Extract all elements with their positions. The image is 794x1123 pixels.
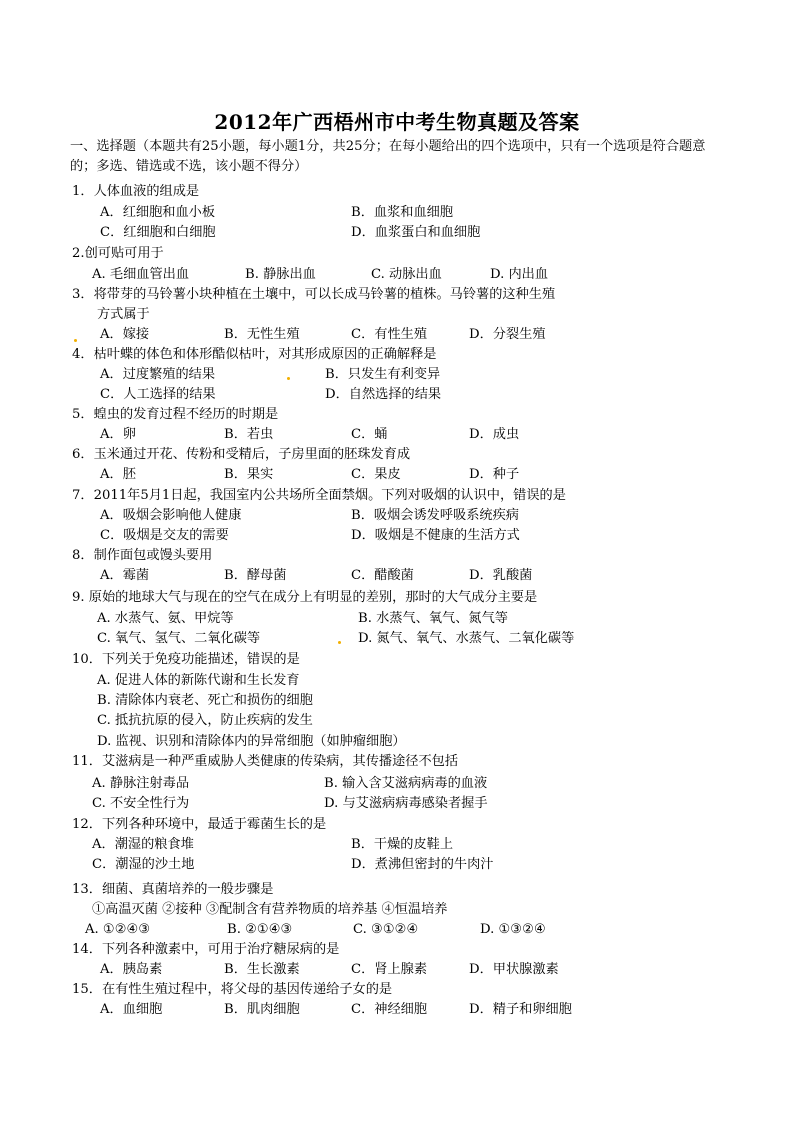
q3-option-d: D．分裂生殖 <box>469 327 546 342</box>
q6-option-b: B．果实 <box>224 467 274 482</box>
question-15-stem: 15．在有性生殖过程中，将父母的基因传递给子女的是 <box>72 982 393 997</box>
q14-option-b: B．生长激素 <box>224 962 300 977</box>
q3-option-b: B．无性生殖 <box>224 327 300 342</box>
q5-option-a: A．卵 <box>100 427 136 442</box>
question-14-stem: 14．下列各种激素中，可用于治疗糖尿病的是 <box>72 942 340 957</box>
q14-option-a: A．胰岛素 <box>100 962 163 977</box>
q13-option-a: A. ①②④③ <box>85 922 151 937</box>
q2-option-a: A. 毛细血管出血 <box>92 267 190 282</box>
q4-option-d: D．自然选择的结果 <box>325 387 442 402</box>
q5-option-c: C．蛹 <box>351 427 388 442</box>
stray-dot <box>338 641 341 644</box>
question-13-steps: ①高温灭菌 ②接种 ③配制含有营养物质的培养基 ④恒温培养 <box>92 902 448 917</box>
q4-option-b: B．只发生有利变异 <box>325 367 441 382</box>
q7-option-c: C．吸烟是交友的需要 <box>100 528 229 543</box>
stray-dot <box>74 339 77 342</box>
q11-option-c: C. 不安全性行为 <box>92 796 190 811</box>
q6-option-a: A．胚 <box>100 467 136 482</box>
q8-option-d: D．乳酸菌 <box>469 568 533 583</box>
section-instructions: 一、选择题（本题共有25小题，每小题1分，共25分；在每小题给出的四个选项中，只有一个选项是符合题意的；多选、错选或不选，该小题不得分） <box>70 139 706 174</box>
q11-option-a: A. 静脉注射毒品 <box>92 776 190 791</box>
q4-option-a: A．过度繁殖的结果 <box>100 367 216 382</box>
question-7-stem: 7．2011年5月1日起，我国室内公共场所全面禁烟。下列对吸烟的认识中，错误的是 <box>72 488 566 503</box>
q3-option-c: C．有性生殖 <box>351 327 428 342</box>
q4-option-c: C．人工选择的结果 <box>100 387 216 402</box>
q6-option-c: C．果皮 <box>351 467 401 482</box>
question-13-stem: 13．细菌、真菌培养的一般步骤是 <box>72 882 274 897</box>
q9-option-a: A. 水蒸气、氨、甲烷等 <box>97 611 234 626</box>
q13-option-d: D. ①③②④ <box>480 922 546 937</box>
question-8-stem: 8．制作面包或馒头要用 <box>72 548 213 563</box>
q2-option-c: C. 动脉出血 <box>371 267 442 282</box>
question-10-stem: 10．下列关于免疫功能描述，错误的是 <box>72 652 300 667</box>
q15-option-b: B．肌肉细胞 <box>224 1002 300 1017</box>
q1-option-d: D．血浆蛋白和血细胞 <box>351 225 481 240</box>
q8-option-c: C．醋酸菌 <box>351 568 414 583</box>
question-12-stem: 12．下列各种环境中，最适于霉菌生长的是 <box>72 817 327 832</box>
q10-option-c: C. 抵抗抗原的侵入，防止疾病的发生 <box>97 713 313 728</box>
q10-option-d: D. 监视、识别和清除体内的异常细胞（如肿瘤细胞） <box>97 734 406 749</box>
q9-option-c: C. 氧气、氢气、二氧化碳等 <box>97 631 261 646</box>
q1-option-a: A．红细胞和血小板 <box>100 205 216 220</box>
q11-option-d: D. 与艾滋病病毒感染者握手 <box>324 796 488 811</box>
q12-option-d: D．煮沸但密封的牛肉汁 <box>351 857 494 872</box>
q6-option-d: D．种子 <box>469 467 520 482</box>
q8-option-b: B．酵母菌 <box>224 568 287 583</box>
q12-option-c: C．潮湿的沙土地 <box>92 857 195 872</box>
q9-option-b: B. 水蒸气、氧气、氮气等 <box>358 611 508 626</box>
question-3-stem-cont: 方式属于 <box>97 307 150 322</box>
q14-option-d: D．甲状腺激素 <box>469 962 559 977</box>
question-2-stem: 2.创可贴可用于 <box>72 246 164 261</box>
q7-option-d: D．吸烟是不健康的生活方式 <box>351 528 520 543</box>
question-9-stem: 9. 原始的地球大气与现在的空气在成分上有明显的差别，那时的大气成分主要是 <box>72 590 538 605</box>
question-1-stem: 1．人体血液的组成是 <box>72 184 200 199</box>
q15-option-d: D．精子和卵细胞 <box>469 1002 572 1017</box>
question-5-stem: 5．蝗虫的发育过程不经历的时期是 <box>72 407 279 422</box>
q15-option-c: C．神经细胞 <box>351 1002 428 1017</box>
q7-option-a: A．吸烟会影响他人健康 <box>100 508 242 523</box>
question-11-stem: 11．艾滋病是一种严重威胁人类健康的传染病，其传播途径不包括 <box>72 754 459 769</box>
q10-option-a: A. 促进人体的新陈代谢和生长发育 <box>97 673 300 688</box>
q12-option-a: A．潮湿的粮食堆 <box>92 837 194 852</box>
stray-dot <box>287 377 290 380</box>
q3-option-a: A．嫁接 <box>100 327 150 342</box>
q8-option-a: A．霉菌 <box>100 568 150 583</box>
q13-option-c: C. ③①②④ <box>353 922 419 937</box>
q1-option-c: C．红细胞和白细胞 <box>100 225 216 240</box>
q2-option-b: B. 静脉出血 <box>245 267 316 282</box>
q10-option-b: B. 清除体内衰老、死亡和损伤的细胞 <box>97 693 313 708</box>
page-title: 2012年广西梧州市中考生物真题及答案 <box>214 110 580 134</box>
q14-option-c: C．肾上腺素 <box>351 962 428 977</box>
q15-option-a: A．血细胞 <box>100 1002 163 1017</box>
q1-option-b: B．血浆和血细胞 <box>351 205 454 220</box>
q9-option-d: D. 氮气、氧气、水蒸气、二氧化碳等 <box>358 631 575 646</box>
q12-option-b: B．干燥的皮鞋上 <box>351 837 454 852</box>
q11-option-b: B. 输入含艾滋病病毒的血液 <box>324 776 488 791</box>
q5-option-b: B．若虫 <box>224 427 274 442</box>
q2-option-d: D. 内出血 <box>490 267 549 282</box>
q5-option-d: D．成虫 <box>469 427 520 442</box>
q13-option-b: B. ②①④③ <box>227 922 293 937</box>
question-3-stem: 3．将带芽的马铃薯小块种植在土壤中，可以长成马铃薯的植株。马铃薯的这种生殖 <box>72 287 556 302</box>
q7-option-b: B．吸烟会诱发呼吸系统疾病 <box>351 508 519 523</box>
question-6-stem: 6．玉米通过开花、传粉和受精后，子房里面的胚珠发育成 <box>72 447 411 462</box>
question-4-stem: 4．枯叶蝶的体色和体形酷似枯叶，对其形成原因的正确解释是 <box>72 347 437 362</box>
